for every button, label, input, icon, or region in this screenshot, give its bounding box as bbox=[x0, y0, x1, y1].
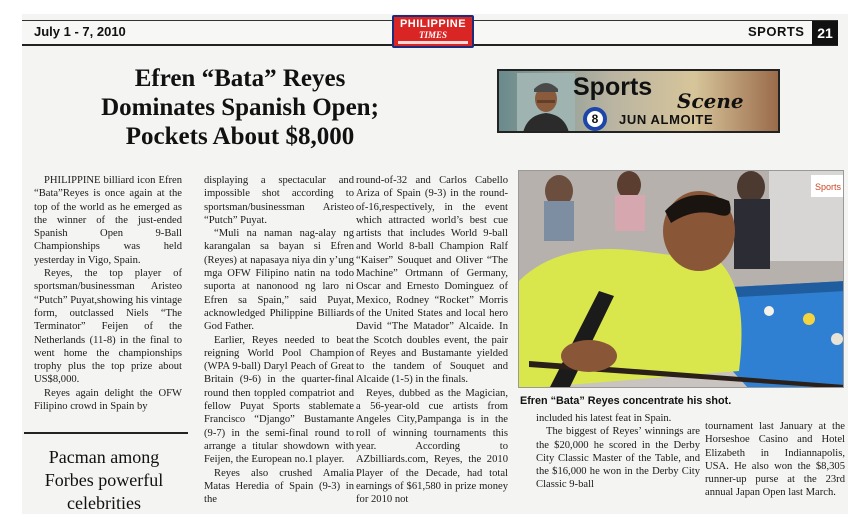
banner-title: Sports bbox=[573, 73, 653, 101]
masthead-line2: TIMES bbox=[418, 30, 447, 40]
article-paragraph: tournament last January at the Horseshoe Casino and Hotel Elizabeth in Indiannapolis, USA. He also won the $8,305 runner-up purse at the 23rd annual Japan Open last March. bbox=[705, 421, 845, 499]
sports-scene-banner bbox=[497, 69, 780, 133]
masthead-logo[interactable] bbox=[392, 15, 474, 48]
article-paragraph: Reyes also crushed Amalia Matas Heredia of Spain (9-3) in the bbox=[204, 467, 354, 506]
sidebar-headline-line-2: Forbes powerful bbox=[44, 470, 164, 490]
sidebar-headline-line-3: celebrities bbox=[67, 493, 141, 513]
issue-date: July 1 - 7, 2010 bbox=[34, 24, 126, 39]
eight-ball-icon: 8 bbox=[583, 107, 607, 131]
article-paragraph: “Muli na naman nag-alay ng karangalan sa bayan si Efren (Reyes) at napasaya niya din y’ung mga OFW Filipino natin na todo suporta at nanonood ng laro ni Efren sa Spain,” said Puyat, acknowledged Philippine Billiards God Father. bbox=[204, 228, 354, 333]
article-column-2 bbox=[204, 174, 354, 506]
photo-caption: Efren “Bata” Reyes concentrate his shot. bbox=[520, 395, 732, 407]
sidebar-divider bbox=[24, 432, 188, 434]
masthead-line1: PHILIPPINE bbox=[399, 18, 467, 30]
article-photo bbox=[518, 170, 844, 388]
article-headline bbox=[40, 64, 440, 151]
headline-line-1: Efren “Bata” Reyes bbox=[134, 65, 346, 92]
article-paragraph: displaying a spectacular and impossible shot according to sportsman/businessman Aristeo “Putch” Puyat. bbox=[204, 175, 354, 226]
article-paragraph: Earlier, Reyes needed to beat reigning World Pool Champion (WPA 9-ball) Daryl Peach of Great Britain (9-6) in the quarter-final round then toppled compatriot and fellow Puyat Sports stablemate Francisco “Django” Bustamante (9-7) in the semi-final round to arrange a titular showdown with Feijen, the European no.1 player. bbox=[204, 334, 354, 466]
article-paragraph: The biggest of Reyes’ winnings are the $20,000 he scored in the Derby City Classic Master of the Table, and the $16,000 he won in the Derby City Classic 9-ball bbox=[536, 426, 700, 491]
columnist-photo bbox=[517, 73, 575, 133]
headline-line-2: Dominates Spanish Open; bbox=[101, 94, 379, 121]
article-paragraph: Reyes, dubbed as the Magician, a 56-year-old cue artists from Angeles City,Pampanga is in the roll of winning tournaments this year. According to AZbilliards.com, Reyes, the 2010 Player of the Decade, had total earnings of $61,580 in prize money for 2010 not bbox=[356, 387, 508, 506]
billiards-photo-illustration bbox=[519, 171, 844, 388]
article-paragraph: Reyes, the top player of sportsman/businessman Aristeo “Putch” Puyat,showing his vintage form, outclassed Niels “The Terminator” Feijen of the Netherlands (11-8) in the final to went home the championships trophy plus the top prize about US$8,000. bbox=[34, 268, 182, 386]
sidebar-headline-line-1: Pacman among bbox=[48, 447, 160, 467]
page-number: 21 bbox=[812, 21, 838, 45]
section-label: SPORTS bbox=[748, 24, 805, 39]
columnist-name: JUN ALMOITE bbox=[619, 112, 714, 127]
headline-line-3: Pockets About $8,000 bbox=[125, 123, 355, 150]
article-column-5 bbox=[705, 420, 845, 500]
sidebar-story-headline[interactable] bbox=[28, 446, 180, 515]
article-column-4 bbox=[536, 412, 700, 492]
banner-subtitle: Scene bbox=[677, 89, 744, 113]
article-paragraph: Reyes again delight the OFW Filipino crowd in Spain by bbox=[34, 387, 182, 413]
article-column-3 bbox=[356, 174, 508, 506]
article-paragraph: included his latest feat in Spain. bbox=[536, 413, 672, 424]
background-sign-text: Sports bbox=[815, 182, 842, 192]
article-paragraph: round-of-32 and Carlos Cabello Ariza of Spain (9-3) in the round-of-16,respectively, in the event which attracted world’s best cue artists that includes World 9-ball and World 8-ball Champion Ralf “Kaiser” Souquet and Oliver “The Machine” Ortmann of Germany, Oscar and Ernesto Dominguez of Mexico, Rodney “Rocket” Morris of the United States and local hero David “The Matador” Alcaide. In the Scotch doubles event, the pair of Reyes and Bustamante yielded to the tandem of Souquet and Alcaide (1-5) in the finals. bbox=[356, 175, 508, 386]
article-column-1 bbox=[34, 174, 182, 413]
article-paragraph: PHILIPPINE billiard icon Efren “Bata”Reyes is once again at the top of the world as he emerged as the winner of the just-ended Spanish Open 9-Ball Championships was held yesterday in Vigo, Spain. bbox=[34, 175, 182, 266]
masthead-tagline-strip bbox=[398, 41, 468, 44]
